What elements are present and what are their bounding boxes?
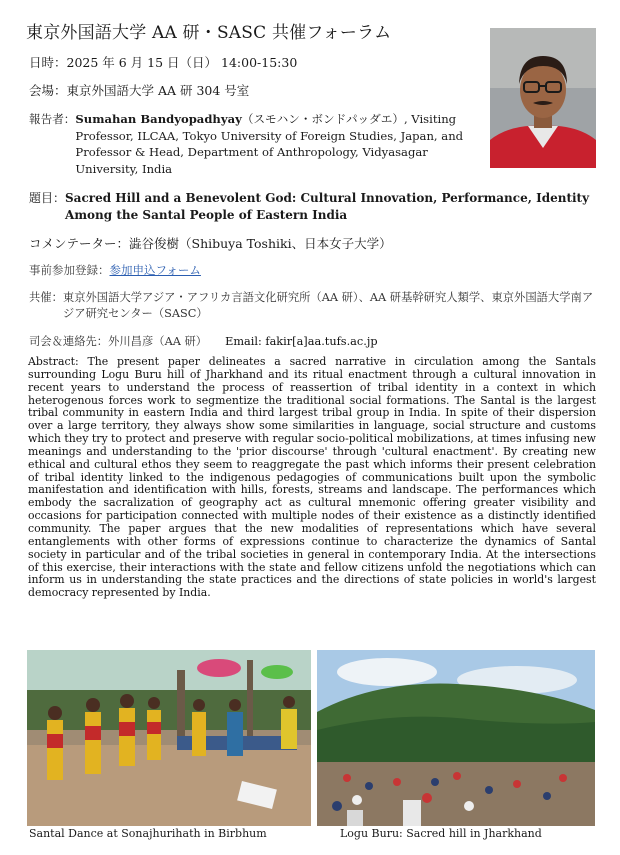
registration xyxy=(29,262,201,278)
topic-label: 題目： xyxy=(29,191,66,205)
topic-block xyxy=(29,190,599,224)
reporter-kana: （スモハン・ボンドパッダエ） xyxy=(241,112,404,126)
registration-link[interactable]: 参加申込フォーム xyxy=(109,263,201,277)
santal-dance-photo xyxy=(27,650,311,826)
registration-label: 事前参加登録： xyxy=(29,263,110,277)
topic-text: Sacred Hill and a Benevolent God: Cultural Innovation, Performance, Identity Among the Santal People of Eastern India xyxy=(65,191,590,222)
reporter-name: Sumahan Bandyopadhyay xyxy=(75,112,242,126)
page-title: 東京外国語大学 AA 研・SASC 共催フォーラム xyxy=(26,23,392,43)
reporter-label: 報告者： xyxy=(29,112,76,126)
photo1-caption: Santal Dance at Sonajhurihath in Birbhum xyxy=(29,827,267,840)
abstract-text: Abstract: The present paper delineates a sacred narrative in circulation among the Santals surrounding Logu Buru hill of Jharkhand and its ritual enactment through a cultural innovation in recent years to understand the process of reassertion of tribal identity in a context in which heterogenous forces work to segmentize the traditional social formations. The Santal is the largest tribal community in eastern India and third largest tribal group in India. In spite of their dispersion over a large territory, they always show some similarities in language, social structure and customs which they try to protect and preserve with regular socio-political mobilizations, at times infusing new meanings and understanding to the 'prior discourse' through 'cultural enactment'. By creating new ethical and cultural ethos they seem to reaggregate the past which informs their present celebration of tribal identity linked to the indigenous pedagogies of communications built upon the symbolic manifestation and identification with hills, forests, streams and landscape. The performances which embody the sacralization of geography act as cultural mnemonic offering greater visibility and occasions for participation connected with multiple nodes of their existence as a distinctly identified community. The paper argues that the new modalities of representations which have several entanglements with other forms of expressions continue to characterize the dynamics of Santal society in particular and of the tribal societies in general in contemporary India. At the intersections of this exercise, their interactions with the state and fellow citizens unfold the negotiations which can inform us in understanding the state practices and the directions of state policies in world's largest democracy represented by India. xyxy=(28,355,596,600)
cohost-block xyxy=(29,290,599,322)
commentator: コメンテーター：澁谷俊樹（Shibuya Toshiki、日本女子大学） xyxy=(29,236,392,251)
photo2-caption: Logu Buru: Sacred hill in Jharkhand xyxy=(340,827,542,840)
reporter-affiliation: , Visiting Professor, ILCAA, Tokyo University of Foreign Studies, Japan, and Professor & Head, Department of Anthropology, Vidyasagar University, India xyxy=(75,112,464,176)
logu-buru-photo xyxy=(317,650,595,826)
reporter-block xyxy=(29,111,479,177)
contact-text: 司会＆連絡先：外川昌彦（AA 研） xyxy=(29,335,208,348)
event-datetime: 日時：2025 年 6 月 15 日（日） 14:00-15:30 xyxy=(29,55,298,70)
cohost-text: 東京外国語大学アジア・アフリカ言語文化研究所（AA 研）、AA 研基幹研究人類学、東京外国語大学南アジア研究センター（SASC） xyxy=(62,291,594,320)
contact-email: Email: fakir[a]aa.tufs.ac.jp xyxy=(225,335,378,348)
event-venue: 会場：東京外国語大学 AA 研 304 号室 xyxy=(29,83,250,98)
cohost-label: 共催： xyxy=(29,291,63,304)
contact-line xyxy=(29,333,378,349)
speaker-portrait xyxy=(490,28,596,168)
